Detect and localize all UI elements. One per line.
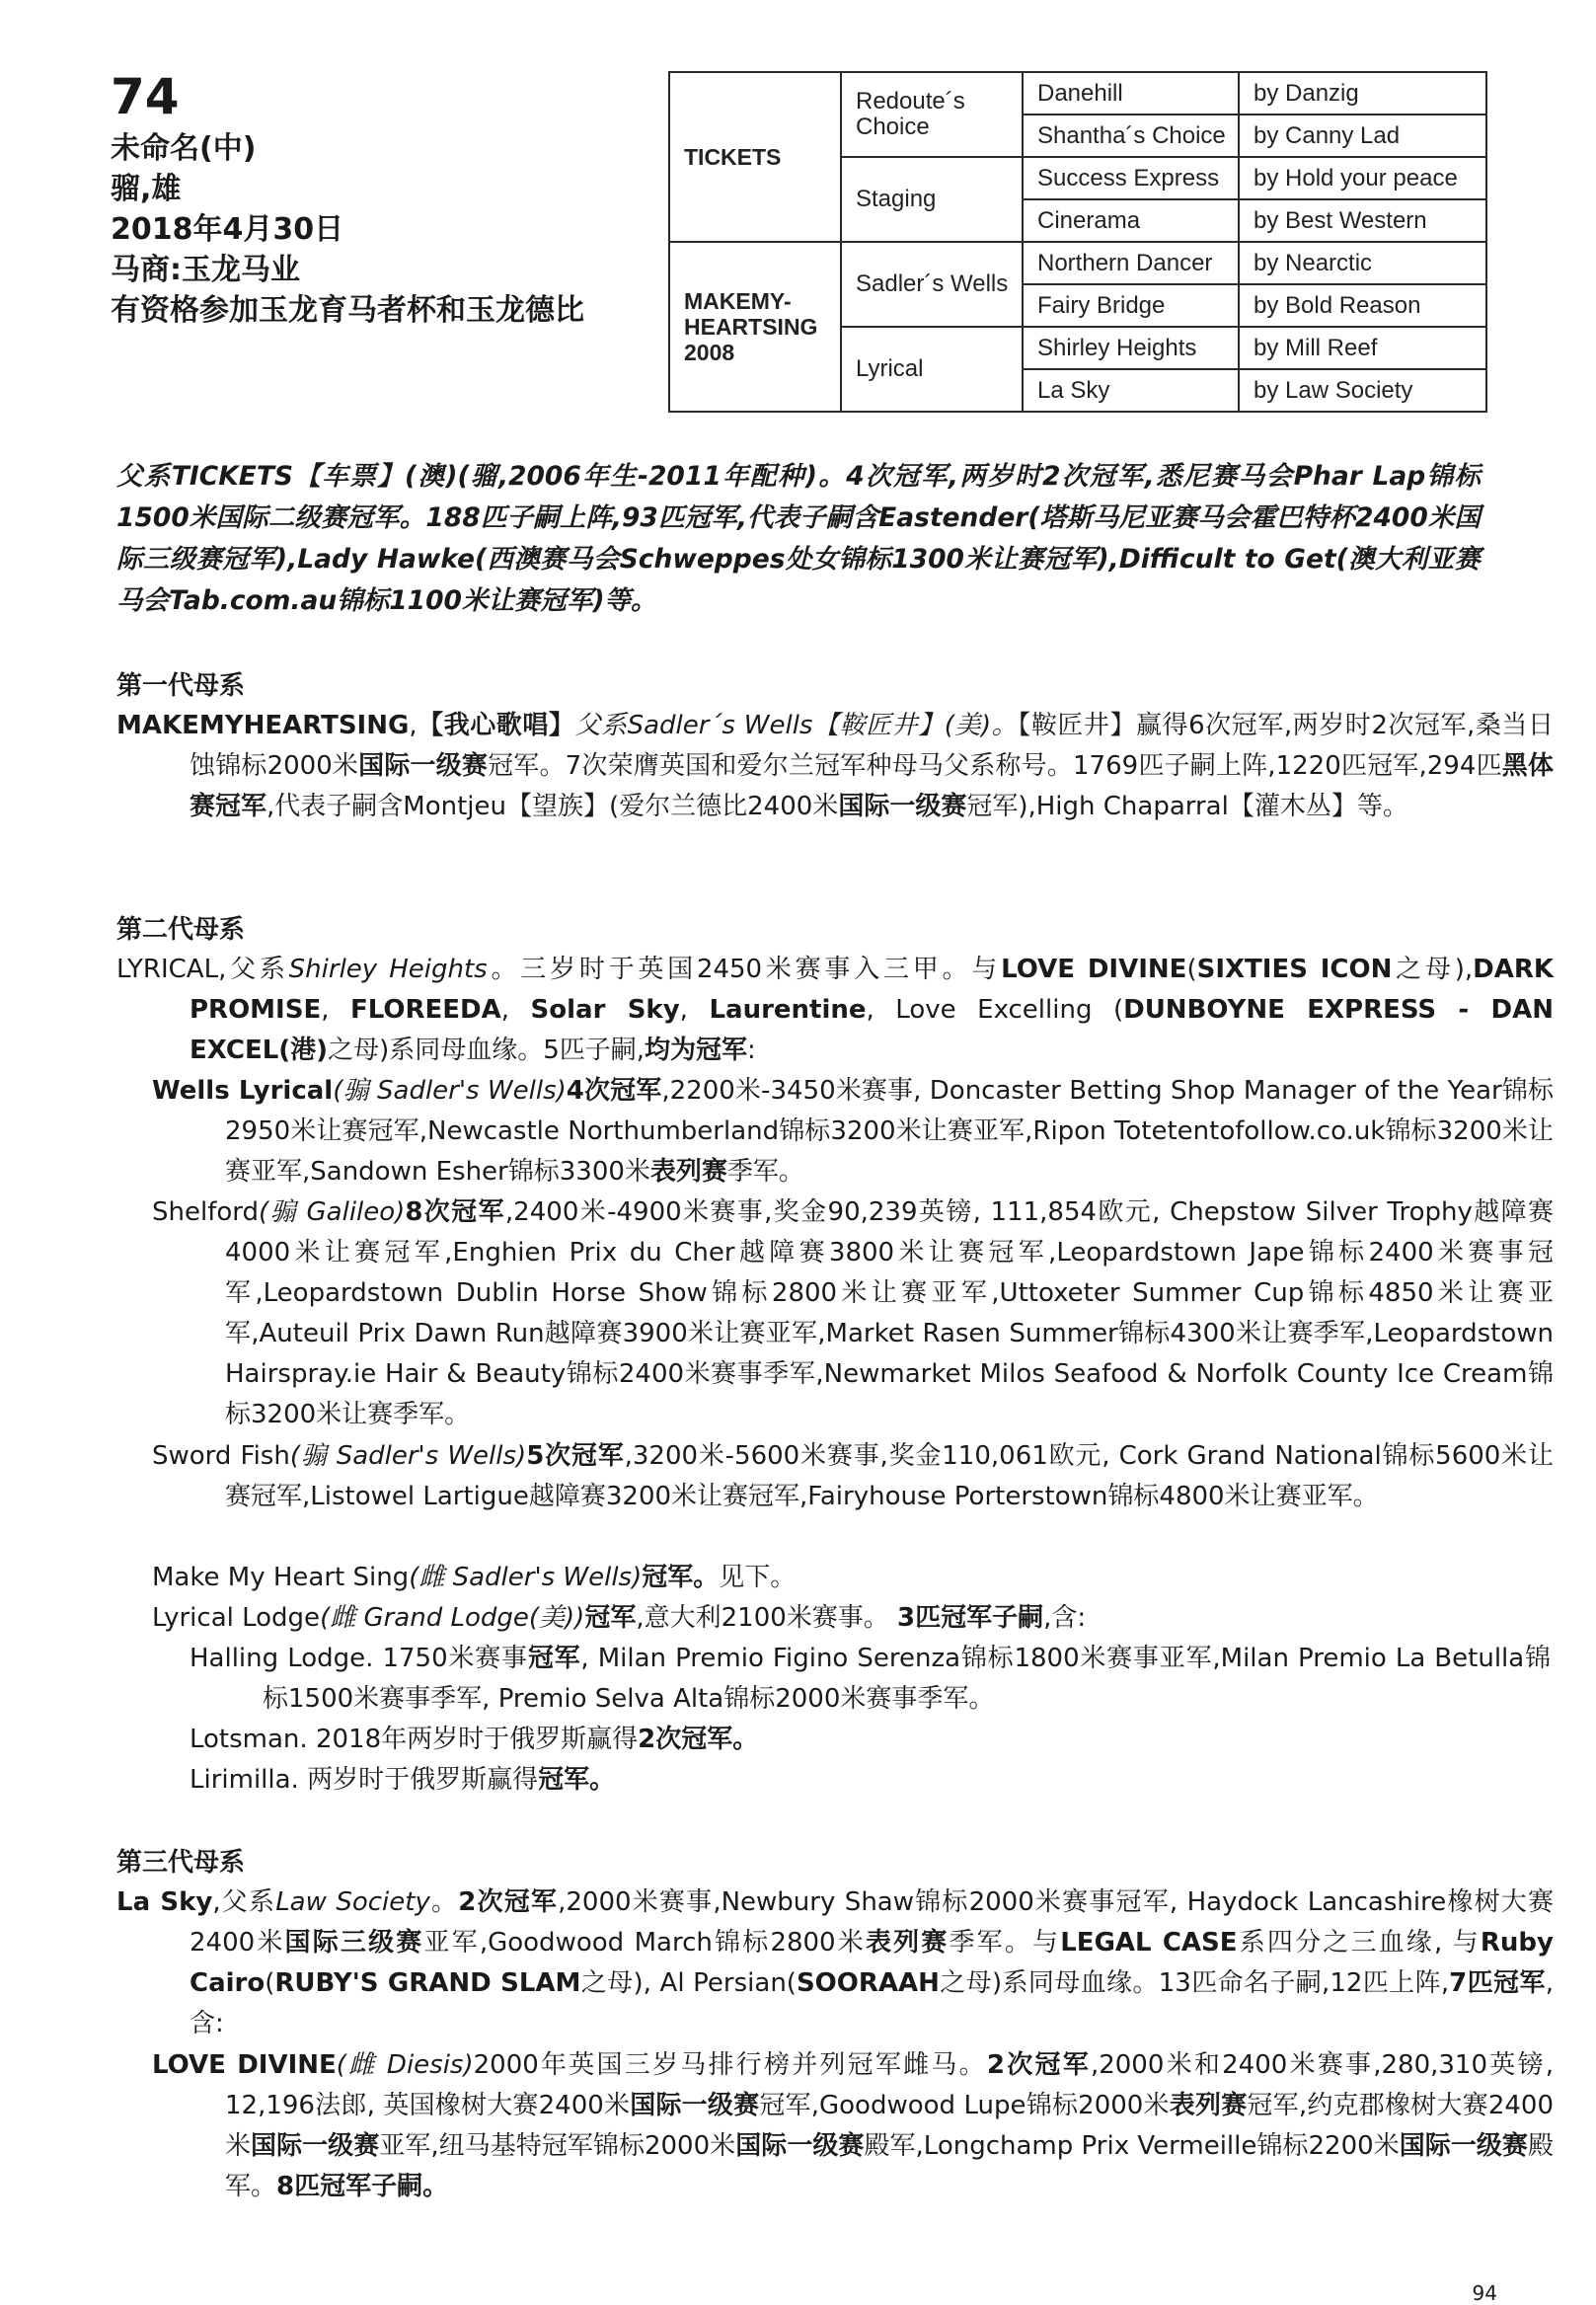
pedigree-ancestor-sire: by Nearctic	[1239, 242, 1486, 284]
pedigree-ancestor-sire: by Law Society	[1239, 369, 1486, 412]
grand-progeny-halling-lodge: Halling Lodge. 1750米赛事冠军, Milan Premio Figino Serenza锦标1800米赛事亚军,Milan Premio La Betulla锦标1500米赛事季军, Premio Selva Alta锦标2000米赛事季军。	[190, 1644, 1551, 1714]
pedigree-ancestor: Shirley Heights	[1023, 327, 1239, 369]
pedigree-grandparent: Sadler´s Wells	[841, 242, 1023, 327]
progeny-wells-lyrical: Wells Lyrical(骟 Sadler's Wells)4次冠军,2200米-3450米赛事, Doncaster Betting Shop Manager of the Year锦标2950米让赛冠军,Newcastle Northumberland锦标3200米让赛亚军,Ripon Totetentofollow.co.uk锦标3200米让赛亚军,Sandown Esher锦标3300米表列赛季军。	[152, 1076, 1554, 1187]
vendor: 马商:玉龙马业	[111, 253, 300, 287]
second-dam-paragraph: LYRICAL,父系Shirley Heights。三岁时于英国2450米赛事入三甲。与LOVE DIVINE(SIXTIES ICON之母),DARK PROMISE, FLOREEDA, Solar Sky, Laurentine, Love Excelling (DUNBOYNE EXPRESS - DAN EXCEL(港)之母)系同母血缘。5匹子嗣,均为冠军:	[116, 955, 1555, 1065]
pedigree-table	[668, 71, 1487, 413]
sire-summary: 父系TICKETS【车票】(澳)(骝,2006年生-2011年配种)。4次冠军,两岁时2次冠军,悉尼赛马会Phar Lap锦标1500米国际二级赛冠军。188匹子嗣上阵,93匹冠军,代表子嗣含Eastender(塔斯马尼亚赛马会霍巴特杯2400米国际三级赛冠军),Lady Hawke(西澳赛马会Schweppes处女锦标1300米让赛冠军),Difficult to Get(澳大利亚赛马会Tab.com.au锦标1100米让赛冠军)等。	[116, 461, 1481, 616]
pedigree-ancestor: Fairy Bridge	[1023, 284, 1239, 327]
progeny-make-my-heart-sing: Make My Heart Sing(雌 Sadler's Wells)冠军。见下。	[152, 1563, 797, 1592]
pedigree-ancestor-sire: by Best Western	[1239, 199, 1486, 242]
horse-name: 未命名(中)	[111, 131, 257, 166]
first-dam-heading: 第一代母系	[116, 671, 246, 701]
foaling-date: 2018年4月30日	[111, 212, 344, 247]
page-number: 94	[1472, 2281, 1497, 2305]
horse-sex: 骝,雄	[111, 172, 182, 206]
pedigree-grandparent: Staging	[841, 157, 1023, 242]
pedigree-ancestor: La Sky	[1023, 369, 1239, 412]
pedigree-ancestor-sire: by Danzig	[1239, 72, 1486, 115]
progeny-shelford: Shelford(骟 Galileo)8次冠军,2400米-4900米赛事,奖金90,239英镑, 111,854欧元, Chepstow Silver Trophy越障赛4000米让赛冠军,Enghien Prix du Cher越障赛3800米让赛冠军,Leopardstown Jape锦标2400米赛事冠军,Leopardstown Dublin Horse Show锦标2800米让赛亚军,Uttoxeter Summer Cup锦标4850米让赛亚军,Auteuil Prix Dawn Run越障赛3900米让赛亚军,Market Rasen Summer锦标4300米让赛季军,Leopardstown Hairspray.ie Hair & Beauty锦标2400米赛事季军,Newmarket Milos Seafood & Norfolk County Ice Cream锦标3200米让赛季军。	[152, 1197, 1554, 1429]
grand-progeny-lotsman: Lotsman. 2018年两岁时于俄罗斯赢得2次冠军。	[190, 1725, 759, 1754]
pedigree-ancestor-sire: by Mill Reef	[1239, 327, 1486, 369]
pedigree-ancestor-sire: by Bold Reason	[1239, 284, 1486, 327]
pedigree-ancestor: Cinerama	[1023, 199, 1239, 242]
pedigree-grandparent: Lyrical	[841, 327, 1023, 412]
pedigree-ancestor: Danehill	[1023, 72, 1239, 115]
grand-progeny-lirimilla: Lirimilla. 两岁时于俄罗斯赢得冠军。	[190, 1765, 616, 1795]
pedigree-ancestor: Shantha´s Choice	[1023, 115, 1239, 157]
pedigree-ancestor: Success Express	[1023, 157, 1239, 199]
progeny-love-divine: LOVE DIVINE(雌 Diesis)2000年英国三岁马排行榜并列冠军雌马。2次冠军,2000米和2400米赛事,280,310英镑, 12,196法郎, 英国橡树大赛2400米国际一级赛冠军,Goodwood Lupe锦标2000米表列赛冠军,约克郡橡树大赛2400米国际一级赛亚军,纽马基特冠军锦标2000米国际一级赛殿军,Longchamp Prix Vermeille锦标2200米国际一级赛殿军。8匹冠军子嗣。	[152, 2050, 1555, 2201]
pedigree-ancestor-sire: by Canny Lad	[1239, 115, 1486, 157]
lot-number: 74	[111, 68, 180, 125]
eligibility: 有资格参加玉龙育马者杯和玉龙德比	[111, 293, 584, 328]
pedigree-ancestor-sire: by Hold your peace	[1239, 157, 1486, 199]
lot-header	[111, 65, 663, 331]
first-dam-paragraph: MAKEMYHEARTSING,【我心歌唱】父系Sadler´s Wells【鞍匠井】(美)。【鞍匠井】赢得6次冠军,两岁时2次冠军,桑当日蚀锦标2000米国际一级赛冠军。7次荣膺英国和爱尔兰冠军种母马父系称号。1769匹子嗣上阵,1220匹冠军,294匹黑体赛冠军,代表子嗣含Montjeu【望族】(爱尔兰德比2400米国际一级赛冠军),High Chaparral【灌木丛】等。	[116, 711, 1554, 821]
pedigree-dam: MAKEMY-HEARTSING 2008	[669, 242, 841, 412]
progeny-lyrical-lodge: Lyrical Lodge(雌 Grand Lodge(美))冠军,意大利2100米赛事。 3匹冠军子嗣,含:	[152, 1603, 1087, 1633]
pedigree-sire: TICKETS	[669, 72, 841, 242]
pedigree-grandparent: Redoute´s Choice	[841, 72, 1023, 157]
second-dam-heading: 第二代母系	[116, 915, 246, 945]
third-dam-heading: 第三代母系	[116, 1848, 246, 1878]
third-dam-paragraph: La Sky,父系Law Society。2次冠军,2000米赛事,Newbury Shaw锦标2000米赛事冠军, Haydock Lancashire橡树大赛2400米国际三级赛亚军,Goodwood March锦标2800米表列赛季军。与LEGAL CASE系四分之三血缘, 与Ruby Cairo(RUBY'S GRAND SLAM之母), Al Persian(SOORAAH之母)系同母血缘。13匹命名子嗣,12匹上阵,7匹冠军,含:	[116, 1887, 1554, 2038]
pedigree-ancestor: Northern Dancer	[1023, 242, 1239, 284]
progeny-sword-fish: Sword Fish(骟 Sadler's Wells)5次冠军,3200米-5600米赛事,奖金110,061欧元, Cork Grand National锦标5600米让赛冠军,Listowel Lartigue越障赛3200米让赛冠军,Fairyhouse Porterstown锦标4800米让赛亚军。	[152, 1441, 1554, 1511]
